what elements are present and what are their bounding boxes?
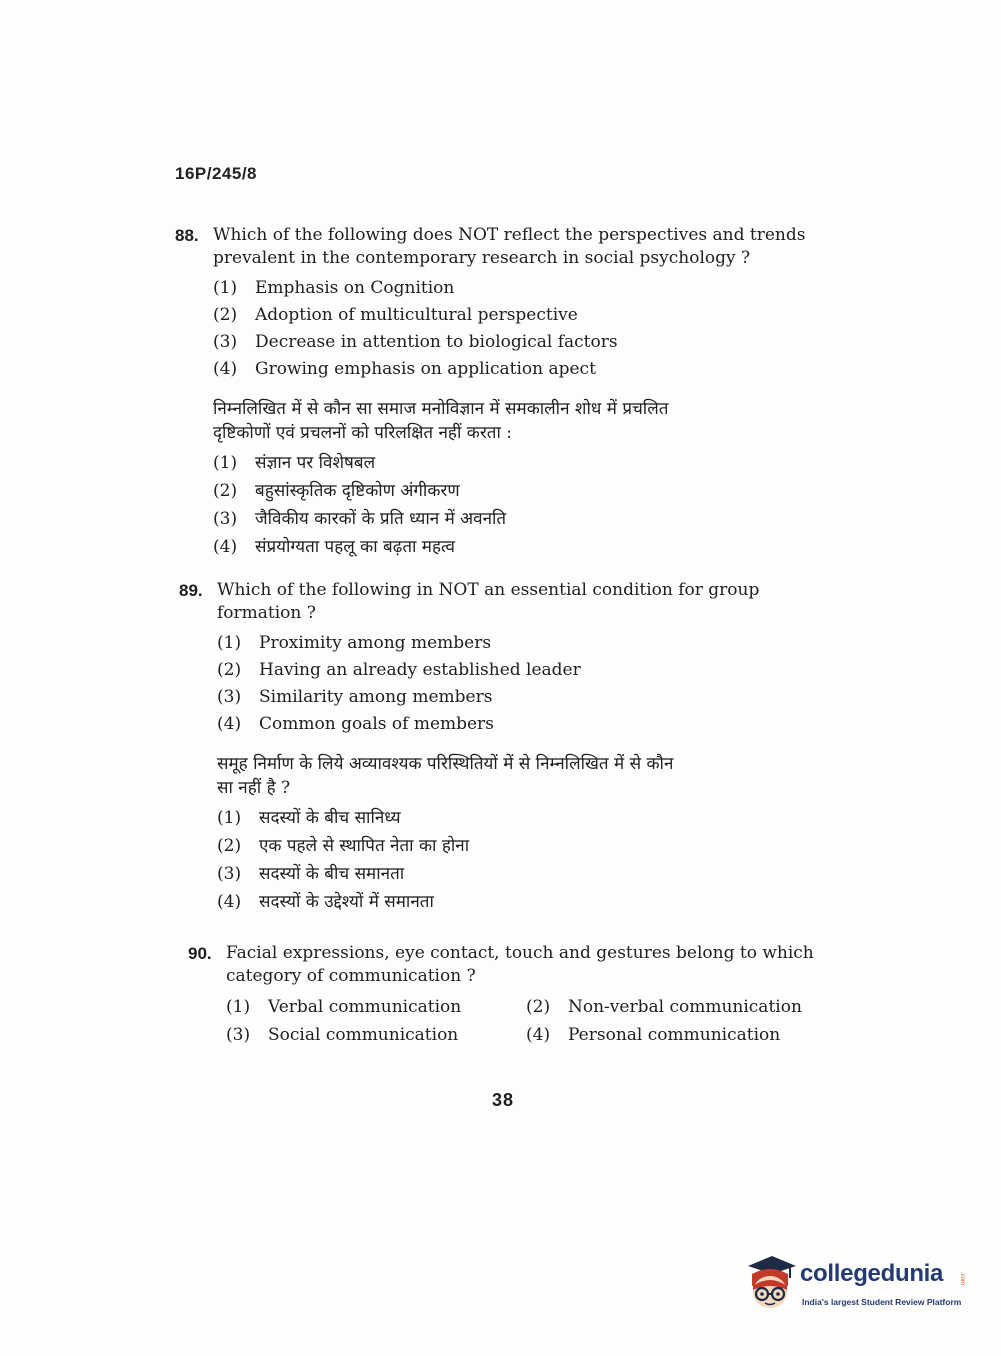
- hindi-question-line: सा नहीं है ?: [217, 778, 291, 798]
- option: [526, 993, 826, 1021]
- question-text-line: category of communication ?: [226, 966, 476, 986]
- question-text-line: 89. Which of the following in NOT an essential condition for group: [179, 580, 760, 600]
- hindi-option: (2) बहुसांस्कृतिक दृष्टिकोण अंगीकरण: [213, 481, 460, 501]
- hindi-option: (3) सदस्यों के बीच समानता: [217, 864, 405, 884]
- option-number: (1): [226, 997, 251, 1017]
- option: [213, 329, 813, 356]
- option-text: Proximity among members: [259, 633, 492, 653]
- question-text-line: 88. Which of the following does NOT reflect the perspectives and trends: [175, 225, 806, 245]
- hindi-option-list: [217, 804, 817, 916]
- option: [217, 684, 817, 711]
- collegedunia-logo[interactable]: [742, 1252, 972, 1316]
- option-number: (3): [213, 332, 238, 352]
- question-88: [175, 224, 813, 561]
- option-text: Emphasis on Cognition: [255, 278, 455, 298]
- hindi-option: (1) संज्ञान पर विशेषबल: [213, 453, 376, 473]
- logo-domain: .com: [959, 1272, 965, 1286]
- option-list: [217, 630, 817, 738]
- option-text: Having an already established leader: [259, 660, 581, 680]
- hindi-option: (3) जैविकीय कारकों के प्रति ध्यान में अवनति: [213, 509, 507, 529]
- hindi-question: [213, 397, 813, 445]
- option: [226, 1021, 526, 1049]
- option-text: Verbal communication: [268, 997, 462, 1017]
- option-number: (2): [213, 305, 238, 325]
- option-text: Decrease in attention to biological factors: [255, 332, 618, 352]
- question-number: 89.: [179, 581, 203, 600]
- question-text-line: formation ?: [217, 603, 316, 623]
- option-text: Common goals of members: [259, 714, 494, 734]
- option-number: (3): [217, 687, 242, 707]
- question-text-line: prevalent in the contemporary research in social psychology ?: [213, 248, 751, 268]
- option-number: (3): [226, 1025, 251, 1045]
- hindi-question-line: दृष्टिकोणों एवं प्रचलनों को परिलक्षित नहीं करता :: [213, 423, 512, 443]
- option: [217, 630, 817, 657]
- option: [226, 993, 526, 1021]
- option-text: Personal communication: [568, 1025, 781, 1045]
- option-number: (2): [217, 660, 242, 680]
- hindi-option: (1) सदस्यों के बीच सानिध्य: [217, 808, 401, 828]
- option-list: [213, 275, 813, 383]
- option-text: Similarity among members: [259, 687, 493, 707]
- logo-tagline: India's largest Student Review Platform: [802, 1297, 962, 1307]
- option: [213, 302, 813, 329]
- option-number: (4): [217, 714, 242, 734]
- option: [526, 1021, 826, 1049]
- option-number: (2): [526, 997, 551, 1017]
- hindi-option: (4) संप्रयोग्यता पहलू का बढ़ता महत्व: [213, 537, 455, 557]
- option-text: Non-verbal communication: [568, 997, 802, 1017]
- question-90: [188, 942, 826, 1049]
- question-number: 90.: [188, 944, 212, 963]
- option-text: Social communication: [268, 1025, 459, 1045]
- hindi-question: [217, 752, 817, 800]
- option: [217, 711, 817, 738]
- question-text-line: 90. Facial expressions, eye contact, touch and gestures belong to which: [188, 943, 814, 963]
- option-text: Growing emphasis on application apect: [255, 359, 596, 379]
- hindi-option-list: [213, 449, 813, 561]
- page-number: 38: [492, 1090, 515, 1110]
- hindi-option: (4) सदस्यों के उद्देश्यों में समानता: [217, 892, 434, 912]
- question-number: 88.: [175, 226, 199, 245]
- option-number: (4): [213, 359, 238, 379]
- option-number: (4): [526, 1025, 551, 1045]
- option: [213, 356, 813, 383]
- option-grid: [226, 993, 826, 1049]
- hindi-question-line: निम्नलिखित में से कौन सा समाज मनोविज्ञान में समकालीन शोध में प्रचलित: [213, 399, 669, 419]
- option-number: (1): [213, 278, 238, 298]
- option-number: (1): [217, 633, 242, 653]
- option: [217, 657, 817, 684]
- hindi-question-line: समूह निर्माण के लिये अव्यावश्यक परिस्थितियों में से निम्नलिखित में से कौन: [217, 754, 674, 774]
- paper-code: 16P/245/8: [175, 164, 258, 183]
- student-mascot-icon: [742, 1252, 798, 1314]
- hindi-option: (2) एक पहले से स्थापित नेता का होना: [217, 836, 470, 856]
- question-89: [179, 579, 817, 916]
- option: [213, 275, 813, 302]
- option-text: Adoption of multicultural perspective: [255, 305, 578, 325]
- logo-wordmark: collegedunia: [800, 1260, 944, 1287]
